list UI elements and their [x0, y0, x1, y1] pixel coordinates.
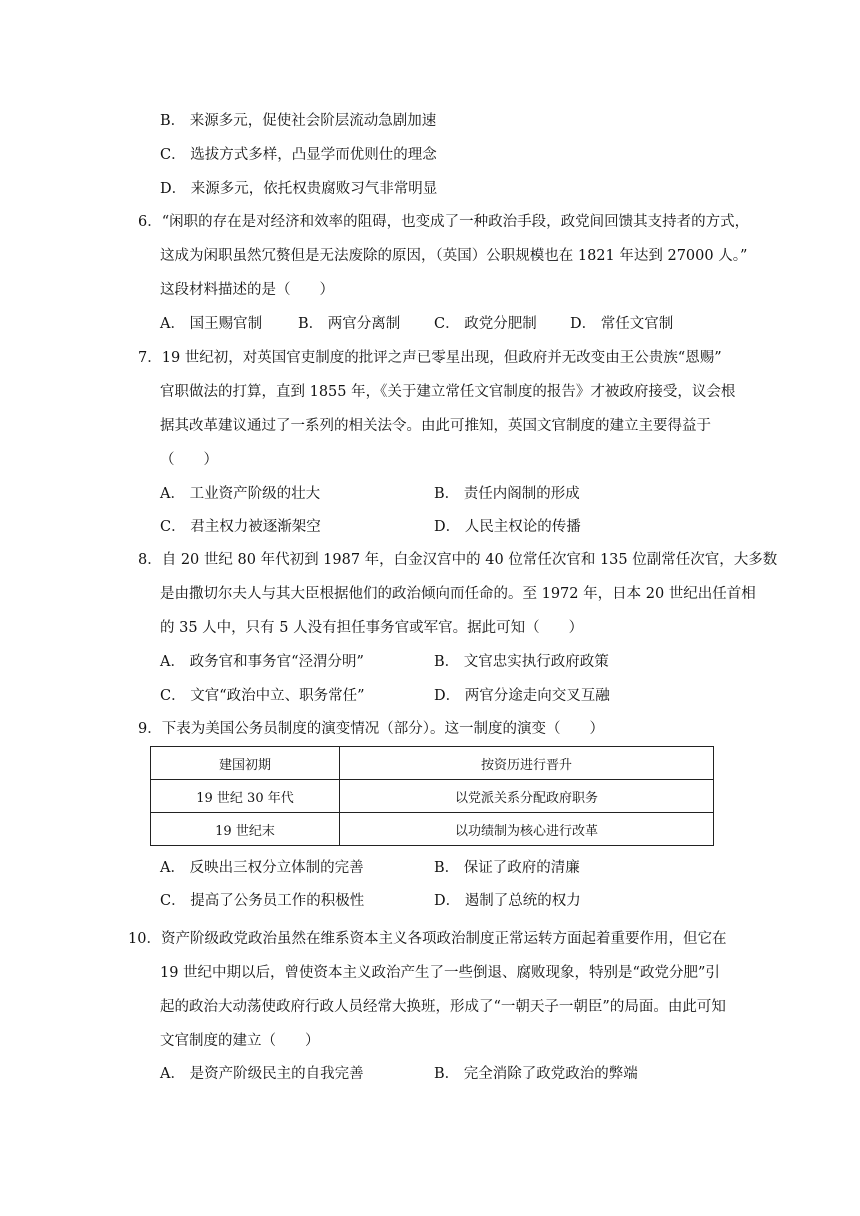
q9-table [150, 746, 714, 846]
q7-stem-line: （ ） [160, 452, 218, 468]
option-text: 人民主权论的传播 [464, 519, 581, 535]
table-cell-period: 19 世纪 30 年代 [151, 780, 340, 813]
option-text: 遏制了总统的权力 [464, 893, 581, 909]
q8-option-d [434, 686, 610, 706]
table-cell-period: 19 世纪末 [151, 813, 340, 846]
table-row [151, 747, 714, 780]
q9-option-d [434, 891, 581, 911]
q7-option-a [160, 484, 320, 504]
option-text: 常任文官制 [600, 316, 674, 332]
option-letter: D． [434, 688, 461, 704]
q9-stem-line: 9．下表为美国公务员制度的演变情况（部分）。这一制度的演变（ ） [138, 721, 604, 737]
option-text: 反映出三权分立体制的完善 [189, 860, 364, 876]
q5-option-d [160, 179, 437, 199]
table-row [151, 780, 714, 813]
option-letter: D． [434, 893, 461, 909]
option-letter: B． [160, 113, 186, 129]
option-letter: A． [160, 316, 185, 332]
option-letter: D． [570, 316, 597, 332]
option-letter: B． [434, 1066, 460, 1082]
q6-stem-line: 这成为闲职虽然冗赘但是无法废除的原因，（英国）公职规模也在 1821 年达到 27000 人。” [160, 248, 748, 264]
option-letter: B． [434, 860, 460, 876]
q8-option-b [434, 652, 609, 672]
q9-option-c [160, 891, 364, 911]
option-text: 选拔方式多样，凸显学而优则仕的理念 [190, 147, 437, 163]
q10-stem-line: 文官制度的建立（ ） [160, 1033, 320, 1049]
q8-option-c [160, 686, 365, 706]
table-cell-practice: 以党派关系分配政府职务 [340, 780, 714, 813]
option-letter: B． [434, 486, 460, 502]
option-letter: C． [160, 688, 186, 704]
q8-stem-line: 的 35 人中，只有 5 人没有担任事务官或军官。据此可知（ ） [160, 620, 584, 636]
table-cell-practice: 按资历进行晋升 [340, 747, 714, 780]
q7-stem-line: 官职做法的打算，直到 1855 年，《关于建立常任文官制度的报告》才被政府接受，议会根 [160, 384, 736, 400]
option-text: 完全消除了政党政治的弊端 [463, 1066, 638, 1082]
q9-option-b [434, 858, 580, 878]
q8-option-a [160, 652, 364, 672]
table-row [151, 813, 714, 846]
q7-option-c [160, 517, 321, 537]
q7-option-d [434, 517, 581, 537]
q10-option-b [434, 1064, 638, 1084]
option-text: 政务官和事务官“泾渭分明” [189, 654, 364, 670]
option-text: 两官分途走向交叉互融 [464, 688, 610, 704]
q10-option-a [160, 1064, 364, 1084]
option-text: 两官分离制 [327, 316, 401, 332]
option-text: 国王赐官制 [189, 316, 263, 332]
option-text: 提高了公务员工作的积极性 [190, 893, 365, 909]
option-letter: B． [434, 654, 460, 670]
option-text: 政党分肥制 [464, 316, 537, 332]
option-letter: A． [160, 486, 185, 502]
option-letter: D． [434, 519, 461, 535]
table-cell-practice: 以功绩制为核心进行改革 [340, 813, 714, 846]
q6-option-a [160, 314, 262, 334]
option-text: 文官“政治中立、职务常任” [190, 688, 365, 704]
option-letter: C． [434, 316, 460, 332]
option-text: 来源多元，依托权贵腐败习气非常明显 [190, 181, 438, 197]
q5-option-b [160, 111, 436, 131]
q6-option-d [570, 314, 673, 334]
q5-option-c [160, 145, 437, 165]
option-letter: A． [160, 860, 185, 876]
q8-stem-line: 是由撒切尔夫人与其大臣根据他们的政治倾向而任命的。至 1972 年，日本 20 世纪出任首相 [160, 586, 756, 602]
q7-option-b [434, 484, 580, 504]
q6-option-c [434, 314, 537, 334]
option-letter: A． [160, 654, 185, 670]
q10-stem-line: 19 世纪中期以后，曾使资本主义政治产生了一些倒退、腐败现象，特别是“政党分肥”引 [160, 965, 720, 981]
q7-stem-line: 据其改革建议通过了一系列的相关法令。由此可推知，英国文官制度的建立主要得益于 [160, 418, 711, 434]
option-letter: C． [160, 147, 186, 163]
q6-option-b [298, 314, 400, 334]
option-text: 保证了政府的清廉 [463, 860, 580, 876]
option-text: 君主权力被逐渐架空 [190, 519, 321, 535]
option-text: 责任内阁制的形成 [463, 486, 580, 502]
q6-stem-line: 这段材料描述的是（ ） [160, 282, 334, 298]
option-text: 是资产阶级民主的自我完善 [189, 1066, 364, 1082]
q10-stem-line: 起的政治大动荡使政府行政人员经常大换班，形成了“一朝天子一朝臣”的局面。由此可知 [160, 999, 726, 1015]
option-text: 工业资产阶级的壮大 [189, 486, 321, 502]
q10-stem-line: 10．资产阶级政党政治虽然在维系资本主义各项政治制度正常运转方面起着重要作用，但它在 [128, 931, 727, 947]
table-cell-period: 建国初期 [151, 747, 340, 780]
q8-stem-line: 8．自 20 世纪 80 年代初到 1987 年，白金汉宫中的 40 位常任次官和 135 位副常任次官，大多数 [138, 552, 778, 568]
option-text: 来源多元，促使社会阶层流动急剧加速 [189, 113, 437, 129]
option-text: 文官忠实执行政府政策 [463, 654, 609, 670]
q9-option-a [160, 858, 364, 878]
option-letter: B． [298, 316, 324, 332]
option-letter: C． [160, 519, 186, 535]
q7-stem-line: 7．19 世纪初，对英国官吏制度的批评之声已零星出现，但政府并无改变由王公贵族“恩赐” [138, 350, 722, 366]
q6-stem-line: 6．“闲职的存在是对经济和效率的阻碍，也变成了一种政治手段，政党间回馈其支持者的方式， [138, 214, 750, 230]
option-letter: D． [160, 181, 187, 197]
option-letter: A． [160, 1066, 185, 1082]
option-letter: C． [160, 893, 186, 909]
